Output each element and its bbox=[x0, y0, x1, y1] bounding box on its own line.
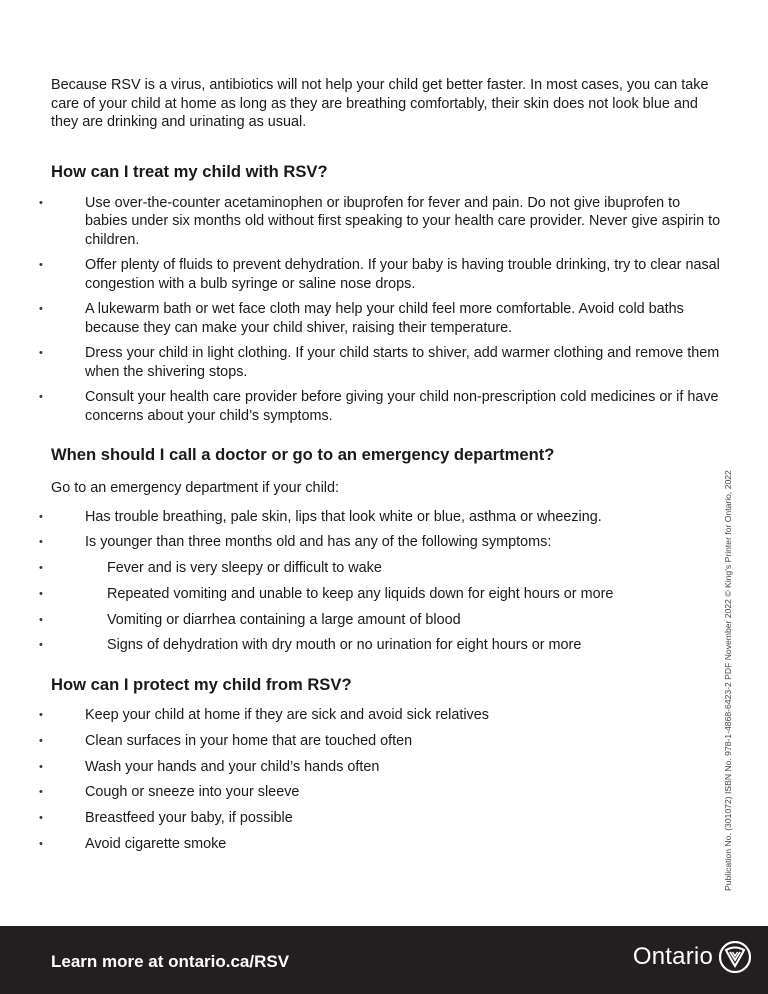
list-item: • Consult your health care provider before giving your child non-prescription cold medicines or if have concerns about your child’s symptoms. bbox=[51, 388, 721, 425]
list-item: • Wash your hands and your child’s hands often bbox=[51, 758, 721, 777]
treat-heading: How can I treat my child with RSV? bbox=[51, 161, 328, 181]
protect-heading: How can I protect my child from RSV? bbox=[51, 674, 352, 694]
trillium-icon bbox=[719, 941, 751, 973]
emergency-sublist bbox=[51, 559, 721, 655]
protect-list bbox=[51, 706, 721, 853]
sublist-item: • Repeated vomiting and unable to keep any liquids down for eight hours or more bbox=[51, 585, 721, 604]
list-item: • Use over-the-counter acetaminophen or ibuprofen for fever and pain. Do not give ibuprofen to babies under six months old without first speaking to your health care provider. Never give aspirin to children. bbox=[51, 194, 721, 250]
sublist-item: • Fever and is very sleepy or difficult to wake bbox=[51, 559, 721, 578]
publication-info: Publication No. (301072) ISBN No. 978-1-4868-6423-2 PDF November 2022 © King’s Printer for Ontario, 2022 bbox=[723, 470, 733, 891]
logo-wordmark: Ontario bbox=[632, 943, 713, 970]
ontario-logo[interactable] bbox=[633, 941, 751, 973]
list-item: • A lukewarm bath or wet face cloth may help your child feel more comfortable. Avoid cold baths because they can make your child shiver, raising their temperature. bbox=[51, 300, 721, 337]
document-body bbox=[51, 76, 721, 861]
list-item: • Keep your child at home if they are sick and avoid sick relatives bbox=[51, 706, 721, 725]
learn-more-link[interactable]: Learn more at ontario.ca/RSV bbox=[51, 952, 290, 971]
list-item: • Breastfeed your baby, if possible bbox=[51, 809, 721, 828]
footer-bar bbox=[0, 926, 768, 994]
emergency-list bbox=[51, 508, 721, 552]
emergency-intro: Go to an emergency department if your child: bbox=[51, 480, 339, 496]
sublist-item: • Vomiting or diarrhea containing a large amount of blood bbox=[51, 611, 721, 630]
intro-paragraph: Because RSV is a virus, antibiotics will not help your child get better faster. In most cases, you can take care of your child at home as long as they are breathing comfortably, their skin does not look blue and they are drinking and urinating as usual. bbox=[51, 77, 709, 130]
sublist-item: • Signs of dehydration with dry mouth or no urination for eight hours or more bbox=[51, 636, 721, 655]
list-item: • Cough or sneeze into your sleeve bbox=[51, 783, 721, 802]
list-item: • Offer plenty of fluids to prevent dehydration. If your baby is having trouble drinking, try to clear nasal congestion with a bulb syringe or saline nose drops. bbox=[51, 256, 721, 293]
treat-list bbox=[51, 194, 721, 426]
list-item: • Has trouble breathing, pale skin, lips that look white or blue, asthma or wheezing. bbox=[51, 508, 721, 527]
list-item: • Avoid cigarette smoke bbox=[51, 835, 721, 854]
emergency-heading: When should I call a doctor or go to an emergency department? bbox=[51, 445, 555, 464]
list-item: • Is younger than three months old and has any of the following symptoms: bbox=[51, 533, 721, 552]
list-item: • Clean surfaces in your home that are touched often bbox=[51, 732, 721, 751]
list-item: • Dress your child in light clothing. If your child starts to shiver, add warmer clothing and remove them when the shivering stops. bbox=[51, 344, 721, 381]
